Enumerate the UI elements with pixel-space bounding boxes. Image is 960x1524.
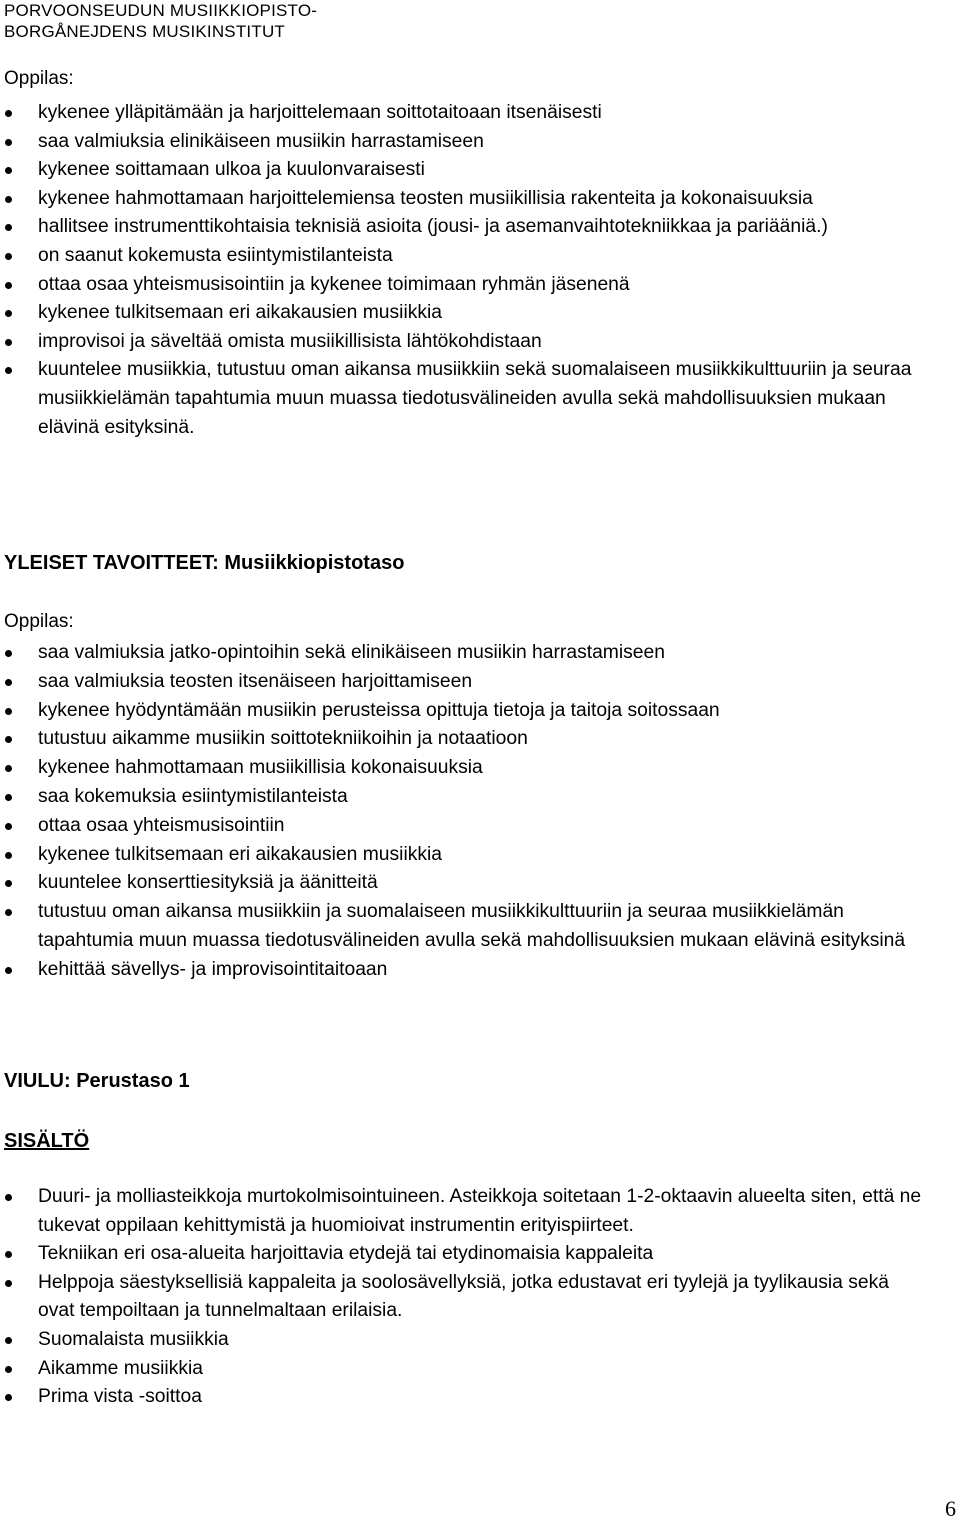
bullet-icon xyxy=(5,880,12,887)
bullet-icon xyxy=(5,139,12,146)
list-item: Aikamme musiikkia xyxy=(0,1355,930,1384)
bullet-icon xyxy=(5,909,12,916)
list-item: Prima vista -soittoa xyxy=(0,1383,930,1412)
list-item: saa valmiuksia jatko-opintoihin sekä elinikäiseen musiikin harrastamiseen xyxy=(0,639,930,668)
bullet-icon xyxy=(5,167,12,174)
list-item: kuuntelee musiikkia, tutustuu oman aikansa musiikkiin sekä suomalaiseen musiikkikulttuuriin ja seuraa musiikkielämän tapahtumia muun muassa tiedotusvälineiden avulla sekä mahdollisuuksien mukaan elävinä esityksinä. xyxy=(0,356,930,442)
list-item: kykenee ylläpitämään ja harjoittelemaan soittotaitoaan itsenäisesti xyxy=(0,99,930,128)
bullet-icon xyxy=(5,765,12,772)
list-item: saa kokemuksia esiintymistilanteista xyxy=(0,783,930,812)
section1-label: Oppilas: xyxy=(4,68,74,89)
section2-label: Oppilas: xyxy=(4,611,74,632)
bullet-icon xyxy=(5,282,12,289)
list-item: kykenee hahmottamaan harjoittelemiensa teosten musiikillisia rakenteita ja kokonaisuuksia xyxy=(0,185,930,214)
bullet-icon xyxy=(5,310,12,317)
bullet-icon xyxy=(5,224,12,231)
list-item: saa valmiuksia elinikäiseen musiikin harrastamiseen xyxy=(0,128,930,157)
list-item: kykenee hahmottamaan musiikillisia kokonaisuuksia xyxy=(0,754,930,783)
bullet-icon xyxy=(5,736,12,743)
header-line-1: PORVOONSEUDUN MUSIIKKIOPISTO- xyxy=(4,1,318,20)
bullet-icon xyxy=(5,1366,12,1373)
bullet-icon xyxy=(5,852,12,859)
bullet-icon xyxy=(5,679,12,686)
bullet-icon xyxy=(5,650,12,657)
bullet-icon xyxy=(5,1251,12,1258)
bullet-icon xyxy=(5,1394,12,1401)
section2-heading: YLEISET TAVOITTEET: Musiikkiopistotaso xyxy=(4,552,405,574)
list-item: kehittää sävellys- ja improvisointitaitoaan xyxy=(0,956,930,985)
list-item: kykenee tulkitsemaan eri aikakausien musiikkia xyxy=(0,299,930,328)
bullet-icon xyxy=(5,339,12,346)
bullet-icon xyxy=(5,708,12,715)
section1-list xyxy=(0,99,930,442)
list-item: ottaa osaa yhteismusisointiin xyxy=(0,812,930,841)
list-item: saa valmiuksia teosten itsenäiseen harjoittamiseen xyxy=(0,668,930,697)
list-item: ottaa osaa yhteismusisointiin ja kykenee toimimaan ryhmän jäsenenä xyxy=(0,271,930,300)
bullet-icon xyxy=(5,110,12,117)
section3-list xyxy=(0,1183,930,1412)
list-item: kykenee hyödyntämään musiikin perusteissa opittuja tietoja ja taitoja soitossaan xyxy=(0,697,930,726)
document-header xyxy=(4,0,317,42)
list-item: Duuri- ja molliasteikkoja murtokolmisointuineen. Asteikkoja soitetaan 1-2-oktaavin alueelta siten, että ne tukevat oppilaan kehittymistä ja huomioivat instrumentin erityispiirteet. xyxy=(0,1183,930,1240)
bullet-icon xyxy=(5,1280,12,1287)
list-item: hallitsee instrumenttikohtaisia teknisiä asioita (jousi- ja asemanvaihtotekniikkaa ja pariääniä.) xyxy=(0,213,930,242)
list-item: on saanut kokemusta esiintymistilanteista xyxy=(0,242,930,271)
list-item: Suomalaista musiikkia xyxy=(0,1326,930,1355)
bullet-icon xyxy=(5,1337,12,1344)
bullet-icon xyxy=(5,823,12,830)
list-item: kykenee soittamaan ulkoa ja kuulonvaraisesti xyxy=(0,156,930,185)
page-number: 6 xyxy=(945,1496,956,1521)
list-item: kykenee tulkitsemaan eri aikakausien musiikkia xyxy=(0,841,930,870)
section3-subheading: SISÄLTÖ xyxy=(4,1130,90,1152)
bullet-icon xyxy=(5,1194,12,1201)
list-item: tutustuu oman aikansa musiikkiin ja suomalaiseen musiikkikulttuuriin ja seuraa musiikkielämän tapahtumia muun muassa tiedotusvälineiden avulla sekä mahdollisuuksien mukaan elävinä esityksinä xyxy=(0,898,930,956)
list-item: improvisoi ja säveltää omista musiikillisista lähtökohdistaan xyxy=(0,328,930,357)
header-line-2: BORGÅNEJDENS MUSIKINSTITUT xyxy=(4,22,286,41)
section3-heading: VIULU: Perustaso 1 xyxy=(4,1070,190,1092)
bullet-icon xyxy=(5,967,12,974)
bullet-icon xyxy=(5,253,12,260)
list-item: Helppoja säestyksellisiä kappaleita ja soolosävellyksiä, jotka edustavat eri tyylejä ja tyylikausia sekä ovat tempoiltaan ja tunnelmaltaan erilaisia. xyxy=(0,1269,930,1326)
list-item: Tekniikan eri osa-alueita harjoittavia etydejä tai etydinomaisia kappaleita xyxy=(0,1240,930,1269)
list-item: tutustuu aikamme musiikin soittotekniikoihin ja notaatioon xyxy=(0,725,930,754)
section2-list xyxy=(0,639,930,985)
bullet-icon xyxy=(5,196,12,203)
list-item: kuuntelee konserttiesityksiä ja äänitteitä xyxy=(0,869,930,898)
bullet-icon xyxy=(5,794,12,801)
bullet-icon xyxy=(5,367,12,374)
